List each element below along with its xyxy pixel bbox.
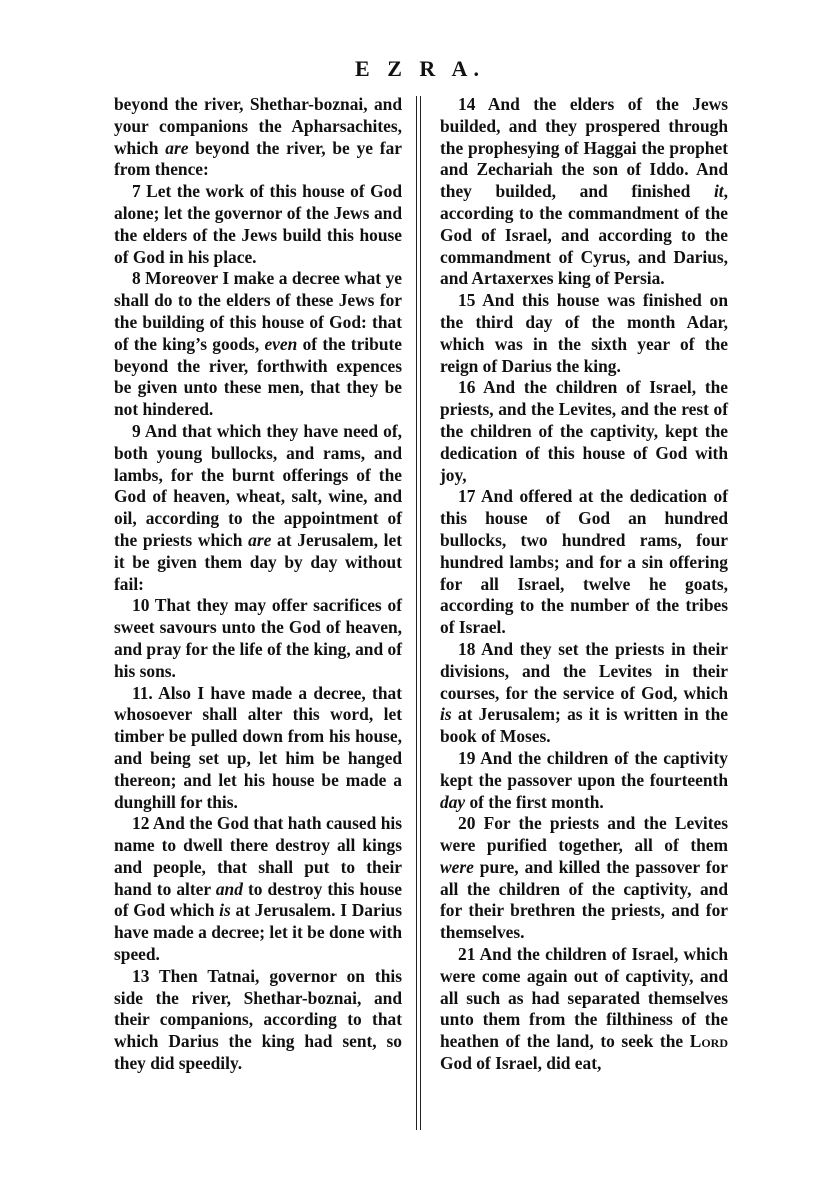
verse-paragraph <box>440 377 728 486</box>
verse-paragraph <box>440 486 728 639</box>
verse-paragraph <box>114 683 402 814</box>
verse-paragraph <box>440 813 728 944</box>
verse-text: 15 And this house was finished on the third day of the month Adar, which was in the sixth year of the reign of Darius the king. <box>440 290 728 376</box>
italic-word: are <box>248 529 272 550</box>
italic-word: are <box>165 137 189 158</box>
verse-text: at Jerusalem. I Darius have made a decree; let it be done with speed. <box>114 900 402 965</box>
verse-paragraph <box>440 944 728 1075</box>
verse-text: 10 That they may offer sacrifices of sweet savours unto the God of heaven, and pray for the life of the king, and of his sons. <box>114 595 402 681</box>
verse-text: at Jerusalem; as it is written in the book of Moses. <box>440 704 728 747</box>
verse-paragraph <box>114 268 402 421</box>
column-divider-rule <box>416 96 417 1130</box>
verse-text: 21 And the children of Israel, which were come again out of captivity, and all such as had separated themselves unto them from the filthiness of the heathen of the land, to seek the <box>440 944 728 1052</box>
verse-paragraph <box>114 181 402 268</box>
italic-word: and <box>215 878 243 899</box>
right-column <box>440 94 728 1075</box>
verse-text: 17 And offered at the dedication of this house of God an hundred bullocks, two hundred rams, four hundred lambs; and for a sin offering for all Israel, twelve he goats, according to the number of the tribes of Israel. <box>440 486 728 638</box>
verse-text: at Jerusalem, let it be given them day by day without fail: <box>114 529 403 594</box>
verse-text: beyond the river, be ye far from thence: <box>114 137 402 180</box>
verse-paragraph <box>114 595 402 682</box>
verse-text: 14 And the elders of the Jews builded, and they prospered through the prophesying of Haggai the prophet and Zechariah the son of Iddo. And they builded, and finished <box>440 94 728 202</box>
verse-text: 9 And that which they have need of, both young bullocks, and rams, and lambs, for the burnt offerings of the God of heaven, wheat, salt, wine, and oil, according to the appointment of the priests which <box>114 420 402 550</box>
column-divider-rule <box>420 96 421 1130</box>
verse-text: beyond the river, Shethar-boznai, and your companions the Apharsachites, which <box>114 94 402 158</box>
small-caps-word: Lord <box>689 1031 728 1052</box>
verse-paragraph <box>114 966 402 1075</box>
verse-text: 20 For the priests and the Levites were purified together, all of them <box>440 813 728 856</box>
verse-text: , according to the commandment of the God of Israel, and according to the commandment of Cyrus, and Darius, and Artaxerxes king of Persia. <box>440 181 728 289</box>
italic-word: is <box>440 704 452 725</box>
verse-paragraph <box>440 748 728 813</box>
verse-text: 11. Also I have made a decree, that whosoever shall alter this word, let timber be pulled down from his house, and being set up, let him be hanged thereon; and let his house be made a dunghill for this. <box>114 682 402 812</box>
verse-paragraph <box>440 639 728 748</box>
verse-text: 16 And the children of Israel, the priests, and the Levites, and the rest of the children of the captivity, kept the dedication of this house of God with joy, <box>440 377 728 485</box>
verse-paragraph <box>440 290 728 377</box>
verse-text: 12 And the God that hath caused his name to dwell there destroy all kings and people, that shall put to their hand to alter <box>114 813 402 899</box>
verse-paragraph <box>114 421 402 595</box>
verse-text: 18 And they set the priests in their divisions, and the Levites in their courses, for the service of God, which <box>440 638 728 703</box>
verse-text: 19 And the children of the captivity kept the passover upon the fourteenth <box>440 747 728 790</box>
verse-text: 8 Moreover I make a decree what ye shall do to the elders of these Jews for the building of this house of God: that of the king’s goods, <box>114 268 402 354</box>
verse-text: 13 Then Tatnai, governor on this side the river, Shethar-boznai, and their companions, according to that which Darius the king had sent, so they did speedily. <box>114 965 402 1074</box>
italic-word: day <box>440 791 466 812</box>
verse-text: 7 Let the work of this house of God alone; let the governor of the Jews and the elders of the Jews build this house of God in his place. <box>114 181 402 267</box>
italic-word: were <box>440 856 474 877</box>
verse-text: of the first month. <box>465 791 604 812</box>
left-column <box>114 94 402 1075</box>
verse-text: to destroy this house of God which <box>114 878 402 921</box>
italic-word: is <box>219 900 231 921</box>
italic-word: even <box>264 333 298 354</box>
verse-paragraph <box>440 94 728 290</box>
running-head: E Z R A. <box>355 56 485 81</box>
italic-word: it <box>713 181 724 202</box>
verse-text: God of Israel, did eat, <box>440 1053 602 1074</box>
verse-text: of the tribute beyond the river, forthwith expences be given unto these men, that they be not hindered. <box>114 333 402 420</box>
verse-text: pure, and killed the passover for all the children of the captivity, and for their brethren the priests, and for themselves. <box>440 856 728 943</box>
verse-paragraph <box>114 813 402 966</box>
continued-paragraph <box>114 94 402 181</box>
